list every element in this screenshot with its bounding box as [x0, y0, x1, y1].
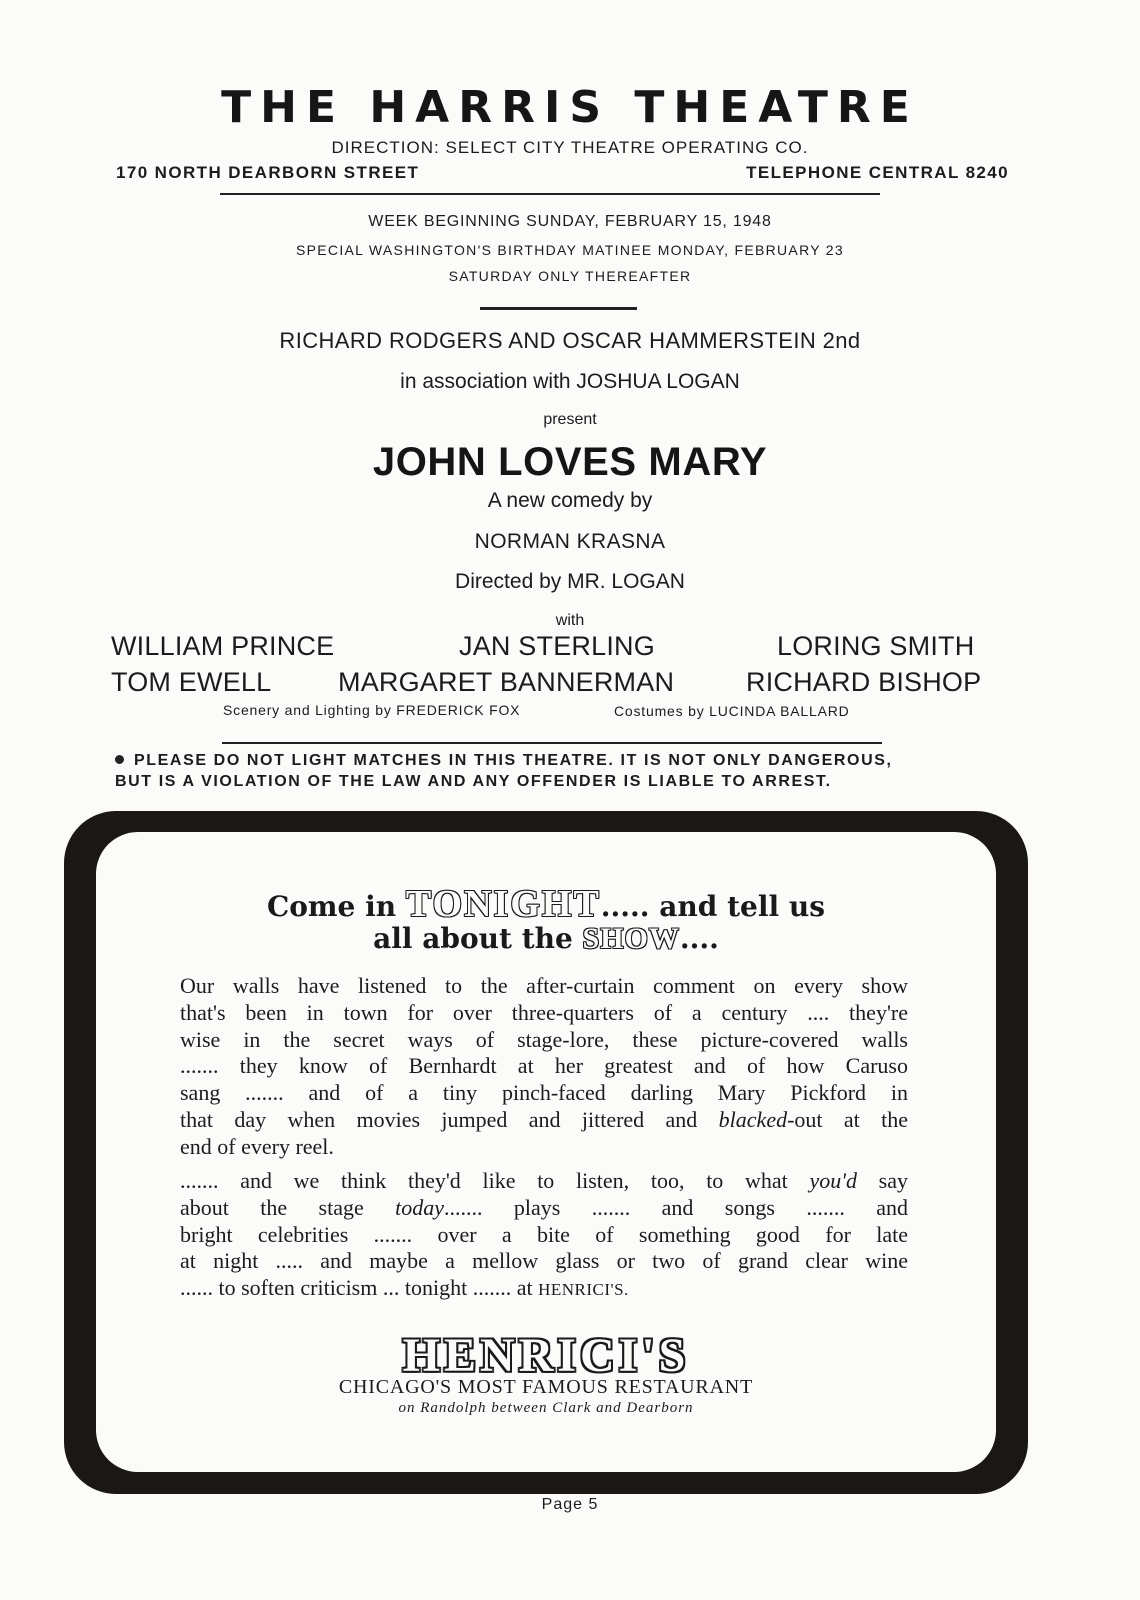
ad-line: Our walls have listened to the after-curtain comment on every show	[180, 973, 908, 998]
headline-show: SHOW	[582, 922, 680, 955]
costumes-credit: Costumes by LUCINDA BALLARD	[614, 703, 850, 719]
ad-paragraph-2	[180, 1168, 908, 1304]
ad-line: bright celebrities ....... over a bite of something good for late	[180, 1221, 908, 1247]
present-label: present	[543, 411, 597, 428]
saturday-only: SATURDAY ONLY THEREAFTER	[448, 268, 692, 284]
ad-text: ...... to soften criticism ... tonight ....... at	[180, 1275, 539, 1301]
ad-text: about the stage	[180, 1194, 396, 1220]
henricis-logo: HENRICI'S	[402, 1329, 690, 1382]
ad-line	[180, 1107, 908, 1134]
restaurant-location: on Randolph between Clark and Dearborn	[398, 1400, 694, 1416]
ad-text: -out at the	[787, 1106, 908, 1132]
cast-member: MARGARET BANNERMAN	[338, 667, 675, 697]
headline-text: all about the	[373, 922, 583, 955]
headline-text: Come in	[266, 890, 406, 923]
cast-member: TOM EWELL	[111, 667, 272, 697]
ad-headline-line-2	[96, 922, 996, 956]
ad-line: end of every reel.	[180, 1133, 334, 1159]
ad-italic: you'd	[809, 1168, 857, 1193]
week-beginning: WEEK BEGINNING SUNDAY, FEBRUARY 15, 1948	[368, 213, 772, 230]
theatre-telephone: TELEPHONE CENTRAL 8240	[746, 163, 1009, 182]
ad-line: ....... they know of Bernhardt at her greatest and of how Caruso	[180, 1053, 908, 1079]
ad-text: say	[856, 1168, 908, 1193]
ad-italic: blacked	[718, 1106, 788, 1132]
address-row	[116, 163, 1009, 183]
ad-line: wise in the secret ways of stage-lore, these picture-covered walls	[180, 1026, 908, 1052]
play-title: JOHN LOVES MARY	[372, 440, 768, 484]
ad-smallcaps: HENRICI'S.	[538, 1280, 629, 1300]
theatre-name: THE HARRIS THEATRE	[221, 82, 919, 133]
ad-line	[180, 1275, 908, 1304]
header-divider	[220, 193, 880, 195]
special-matinee: SPECIAL WASHINGTON'S BIRTHDAY MATINEE MONDAY, FEBRUARY 23	[296, 242, 844, 258]
ad-paragraph-1	[180, 973, 908, 1161]
cast-member: LORING SMITH	[777, 631, 975, 661]
ad-line	[180, 1195, 908, 1222]
ad-headline-line-1	[96, 882, 996, 926]
theatre-address: 170 NORTH DEARBORN STREET	[116, 163, 420, 182]
playwright: NORMAN KRASNA	[474, 530, 666, 553]
ad-line: that's been in town for over three-quarters of a century .... they're	[180, 999, 908, 1025]
directed-by: Directed by MR. LOGAN	[455, 570, 685, 593]
with-label: with	[555, 612, 585, 629]
scenery-credit: Scenery and Lighting by FREDERICK FOX	[223, 702, 521, 718]
headline-text: ....	[679, 922, 719, 955]
ad-italic: today	[395, 1194, 445, 1220]
warning-divider	[222, 742, 882, 744]
restaurant-tagline: CHICAGO'S MOST FAMOUS RESTAURANT	[338, 1376, 754, 1398]
headline-text: ..... and tell us	[600, 890, 826, 923]
schedule-divider	[480, 307, 637, 310]
comedy-by: A new comedy by	[487, 489, 653, 512]
theatre-direction: DIRECTION: SELECT CITY THEATRE OPERATING CO.	[331, 138, 809, 157]
warning-line-2: BUT IS A VIOLATION OF THE LAW AND ANY OFFENDER IS LIABLE TO ARREST.	[115, 773, 832, 790]
warning-line-1	[115, 752, 1010, 770]
bullet-icon	[115, 755, 124, 764]
ad-text: ....... and we think they'd like to listen, too, to what	[180, 1168, 810, 1193]
warning-text-1: PLEASE DO NOT LIGHT MATCHES IN THIS THEATRE. IT IS NOT ONLY DANGEROUS,	[134, 752, 893, 769]
ad-line: at night ..... and maybe a mellow glass or two of grand clear wine	[180, 1248, 908, 1274]
ad-line: sang ....... and of a tiny pinch-faced darling Mary Pickford in	[180, 1080, 908, 1106]
cast-member: RICHARD BISHOP	[746, 667, 982, 697]
page-number: Page 5	[541, 1496, 599, 1513]
producers: RICHARD RODGERS AND OSCAR HAMMERSTEIN 2nd	[279, 328, 861, 353]
cast-member: WILLIAM PRINCE	[111, 631, 335, 661]
ad-text: ....... plays ....... and songs ....... and	[444, 1194, 908, 1220]
ad-text: that day when movies jumped and jittered and	[180, 1106, 719, 1132]
cast-member: JAN STERLING	[459, 631, 655, 661]
headline-tonight: TONIGHT	[405, 883, 601, 925]
ad-line	[180, 1168, 908, 1195]
association: in association with JOSHUA LOGAN	[400, 370, 740, 393]
